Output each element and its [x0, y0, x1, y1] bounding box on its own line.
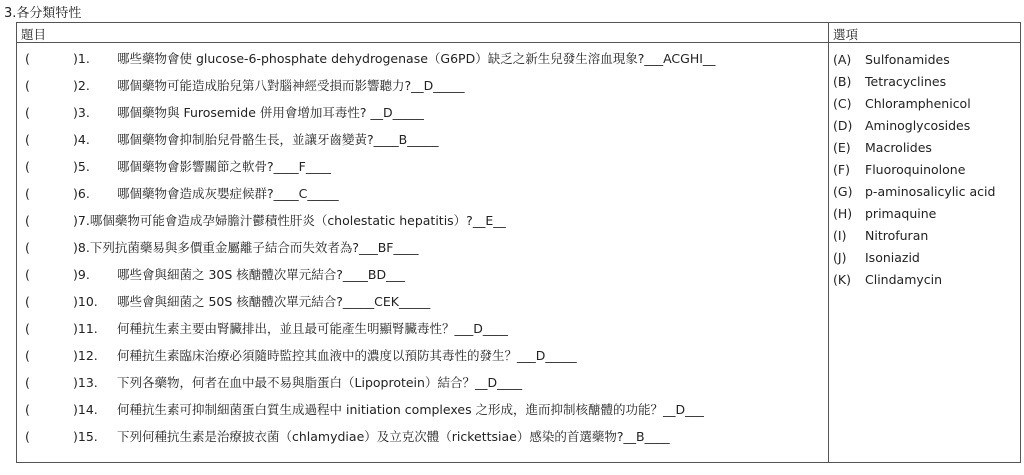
question-text: 下列何種抗生素是治療披衣菌（chlamydiae）及立克次體（rickettsiae）感染的首選藥物?__B____: [117, 429, 670, 444]
option-item: [833, 269, 1018, 291]
answer-blank-open[interactable]: (: [25, 321, 30, 336]
question-row: [17, 396, 828, 423]
option-item: [833, 93, 1018, 115]
question-row: [17, 207, 828, 234]
option-name: Aminoglycosides: [865, 118, 971, 133]
question-text: 下列抗菌藥易與多價重金屬離子結合而失效者為?___BF____: [89, 240, 419, 255]
option-list: [833, 49, 1018, 291]
option-letter: (B): [833, 74, 852, 89]
question-text: 哪些會與細菌之 50S 核醣體次單元結合?_____CEK_____: [117, 294, 431, 309]
question-number: )4.: [73, 132, 90, 147]
option-letter: (H): [833, 206, 853, 221]
question-number: )7.: [73, 213, 90, 228]
option-letter: (C): [833, 96, 852, 111]
option-letter: (J): [833, 250, 847, 265]
question-number: )5.: [73, 159, 90, 174]
option-letter: (F): [833, 162, 850, 177]
question-text: 哪些會與細菌之 30S 核醣體次單元結合?____BD___: [117, 267, 405, 282]
option-item: [833, 181, 1018, 203]
column-divider: [828, 23, 829, 462]
question-text: 何種抗生素可抑制細菌蛋白質生成過程中 initiation complexes 之形成，進而抑制核醣體的功能？__D___: [117, 402, 704, 417]
option-letter: (E): [833, 140, 851, 155]
question-list: [17, 45, 828, 450]
answer-blank-open[interactable]: (: [25, 294, 30, 309]
header-divider: [17, 42, 1020, 43]
option-letter: (D): [833, 118, 853, 133]
option-name: Clindamycin: [865, 272, 943, 287]
question-text: 哪些藥物會使 glucose-6-phosphate dehydrogenase（G6PD）缺乏之新生兒發生溶血現象?___ACGHI__: [117, 51, 716, 66]
question-number: )8.: [73, 240, 90, 255]
option-name: Macrolides: [865, 140, 932, 155]
option-item: [833, 137, 1018, 159]
answer-blank-open[interactable]: (: [25, 240, 30, 255]
question-row: [17, 234, 828, 261]
question-row: [17, 261, 828, 288]
answer-blank-open[interactable]: (: [25, 78, 30, 93]
question-number: )9.: [73, 267, 90, 282]
question-number: )14.: [73, 402, 98, 417]
question-number: )6.: [73, 186, 90, 201]
answer-blank-open[interactable]: (: [25, 429, 30, 444]
answer-blank-open[interactable]: (: [25, 267, 30, 282]
question-text: 哪個藥物會影響關節之軟骨?____F____: [117, 159, 331, 174]
answer-blank-open[interactable]: (: [25, 159, 30, 174]
question-number: )13.: [73, 375, 98, 390]
question-number: )12.: [73, 348, 98, 363]
option-name: Chloramphenicol: [865, 96, 971, 111]
option-letter: (K): [833, 272, 851, 287]
question-number: )15.: [73, 429, 98, 444]
question-text: 哪個藥物可能造成胎兒第八對腦神經受損而影響聽力?__D_____: [117, 78, 465, 93]
answer-blank-open[interactable]: (: [25, 132, 30, 147]
option-item: [833, 203, 1018, 225]
question-number: )1.: [73, 51, 90, 66]
question-text: 哪個藥物會造成灰嬰症候群?____C_____: [117, 186, 339, 201]
answer-blank-open[interactable]: (: [25, 375, 30, 390]
question-column-header: 題目: [21, 27, 47, 42]
option-name: Nitrofuran: [865, 228, 929, 243]
answer-blank-open[interactable]: (: [25, 186, 30, 201]
option-name: primaquine: [865, 206, 937, 221]
option-name: p-aminosalicylic acid: [865, 184, 996, 199]
option-letter: (A): [833, 52, 852, 67]
option-item: [833, 115, 1018, 137]
option-name: Tetracyclines: [865, 74, 947, 89]
question-text: 哪個藥物與 Furosemide 併用會增加耳毒性? __D_____: [117, 105, 424, 120]
question-number: )11.: [73, 321, 98, 336]
option-item: [833, 225, 1018, 247]
question-number: )3.: [73, 105, 90, 120]
answer-blank-open[interactable]: (: [25, 213, 30, 228]
question-row: [17, 369, 828, 396]
option-name: Sulfonamides: [865, 52, 950, 67]
option-letter: (G): [833, 184, 853, 199]
question-number: )10.: [73, 294, 98, 309]
question-row: [17, 153, 828, 180]
answer-blank-open[interactable]: (: [25, 348, 30, 363]
option-item: [833, 49, 1018, 71]
answer-blank-open[interactable]: (: [25, 105, 30, 120]
question-row: [17, 342, 828, 369]
question-row: [17, 288, 828, 315]
question-row: [17, 315, 828, 342]
options-column-header: 選項: [833, 27, 859, 42]
question-text: 下列各藥物，何者在血中最不易與脂蛋白（Lipoprotein）結合？__D____: [117, 375, 523, 390]
question-text: 何種抗生素臨床治療必須隨時監控其血液中的濃度以預防其毒性的發生？___D_____: [117, 348, 577, 363]
question-row: [17, 72, 828, 99]
option-name: Fluoroquinolone: [865, 162, 966, 177]
section-title: 3.各分類特性: [4, 6, 82, 21]
answer-blank-open[interactable]: (: [25, 402, 30, 417]
option-item: [833, 247, 1018, 269]
question-row: [17, 180, 828, 207]
question-number: )2.: [73, 78, 90, 93]
question-table: [16, 22, 1021, 463]
question-row: [17, 423, 828, 450]
option-letter: (I): [833, 228, 847, 243]
question-text: 哪個藥物會抑制胎兒骨骼生長，並讓牙齒變黃?____B_____: [117, 132, 439, 147]
option-item: [833, 71, 1018, 93]
question-text: 哪個藥物可能會造成孕婦膽汁鬱積性肝炎（cholestatic hepatitis）?__E__: [89, 213, 506, 228]
option-name: Isoniazid: [865, 250, 920, 265]
option-item: [833, 159, 1018, 181]
question-row: [17, 99, 828, 126]
question-row: [17, 45, 828, 72]
question-row: [17, 126, 828, 153]
question-text: 何種抗生素主要由腎臟排出，並且最可能產生明顯腎臟毒性？___D____: [117, 321, 508, 336]
answer-blank-open[interactable]: (: [25, 51, 30, 66]
